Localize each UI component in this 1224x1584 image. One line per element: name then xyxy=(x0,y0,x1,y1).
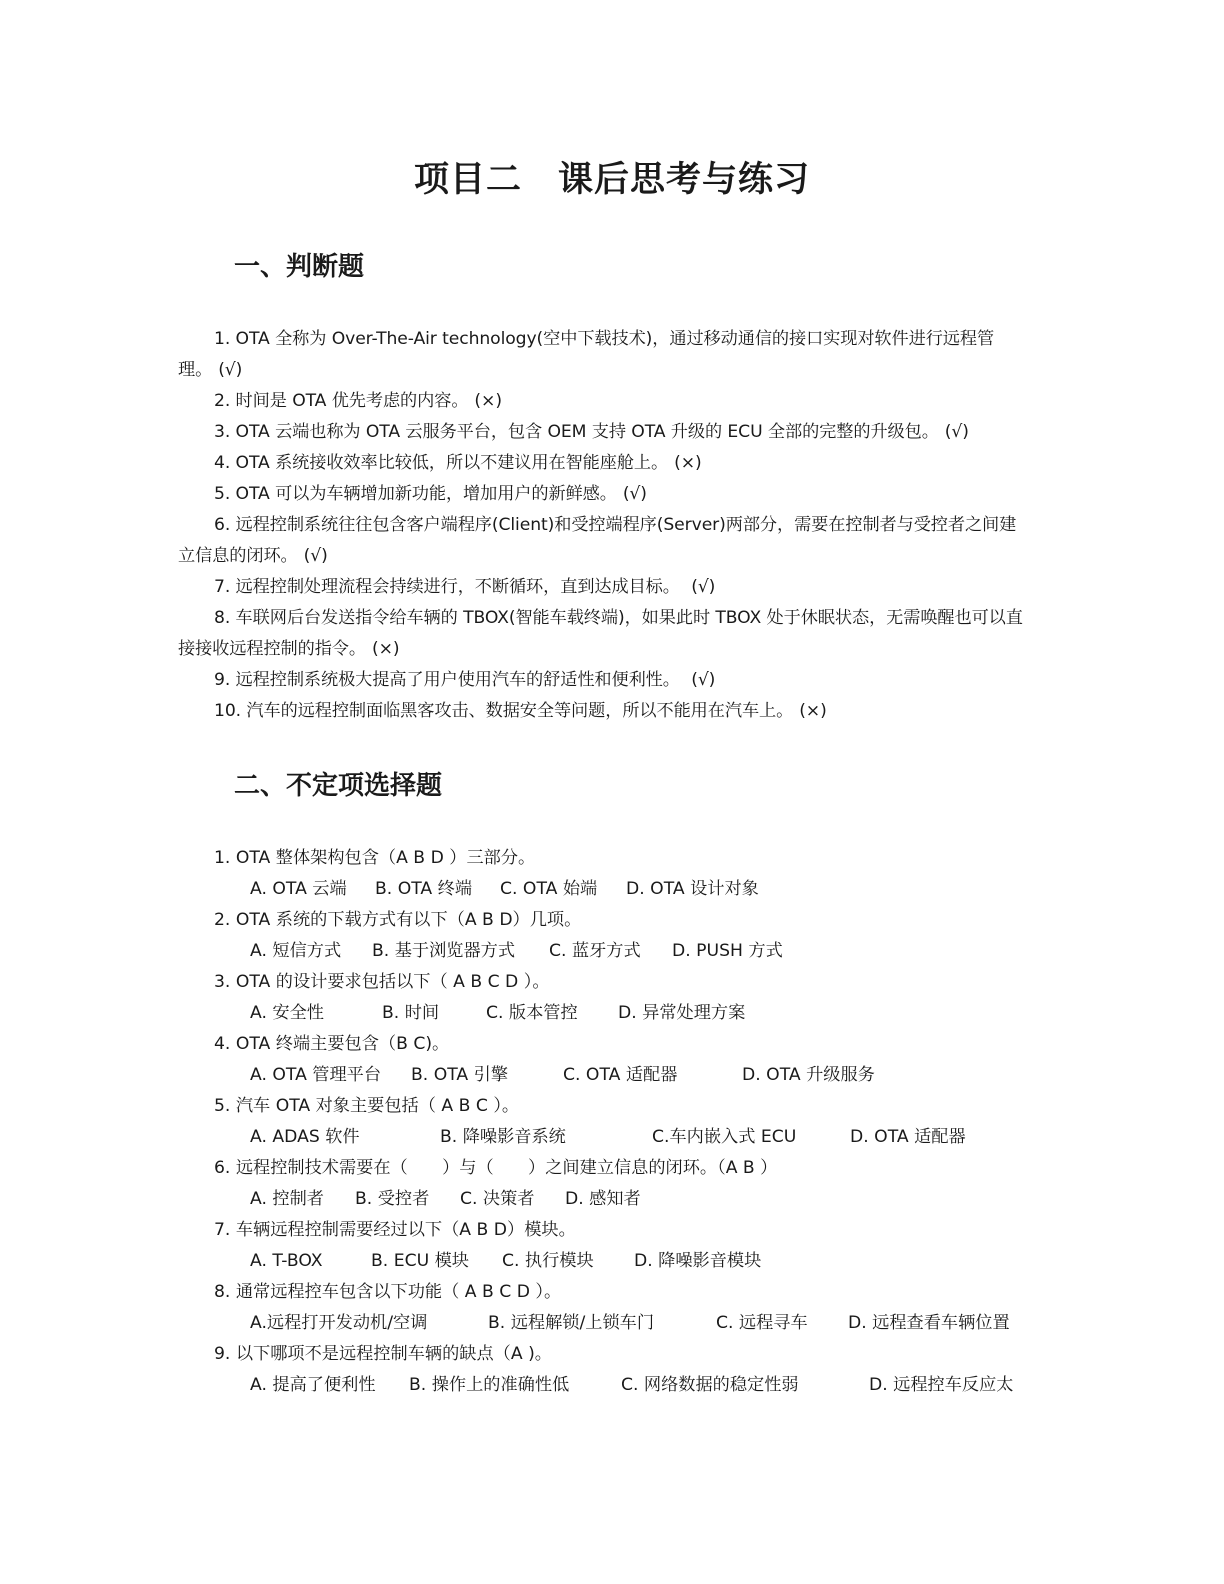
question-text: 6. 远程控制技术需要在（ ）与（ ）之间建立信息的闭环。（A B ） xyxy=(214,1158,778,1178)
option-row xyxy=(214,1122,1044,1153)
question-text: 5. OTA 可以为车辆增加新功能，增加用户的新鲜感。 xyxy=(214,484,617,504)
option-a: A. OTA 云端 xyxy=(250,879,347,899)
option-row xyxy=(214,1246,1044,1277)
option-d: D. 降噪影音模块 xyxy=(634,1251,762,1271)
option-a: A. OTA 管理平台 xyxy=(250,1065,382,1085)
option-a: A. 提高了便利性 xyxy=(250,1375,376,1395)
option-row xyxy=(214,1308,1044,1339)
option-c: C. 远程寻车 xyxy=(716,1313,808,1333)
question-answer: (√) xyxy=(622,484,647,504)
question-text: 5. 汽车 OTA 对象主要包括（ A B C ）。 xyxy=(214,1096,520,1116)
question-text: 4. OTA 终端主要包含（B C)。 xyxy=(214,1034,450,1054)
option-row xyxy=(214,874,1044,905)
true-false-item xyxy=(178,479,1028,510)
option-a: A.远程打开发动机/空调 xyxy=(250,1313,428,1333)
option-a: A. ADAS 软件 xyxy=(250,1127,360,1147)
option-d: D. PUSH 方式 xyxy=(672,941,783,961)
option-c: C. 决策者 xyxy=(460,1189,535,1209)
option-b: B. 基于浏览器方式 xyxy=(372,941,516,961)
question-answer: (√) xyxy=(944,422,969,442)
true-false-list xyxy=(178,324,1028,727)
option-row xyxy=(214,1060,1044,1091)
question-answer: (√) xyxy=(218,360,243,380)
question-text: 6. 远程控制系统往往包含客户端程序(Client)和受控端程序(Server)两部分，需要在控制者与受控者之间建立信息的闭环。 xyxy=(178,515,1017,566)
true-false-item xyxy=(178,696,1028,727)
option-d: D. OTA 设计对象 xyxy=(626,879,759,899)
option-b: B. 时间 xyxy=(382,1003,440,1023)
question-text: 1. OTA 全称为 Over-The-Air technology(空中下载技术)，通过移动通信的接口实现对软件进行远程管理。 xyxy=(178,329,995,380)
option-d: D. OTA 适配器 xyxy=(850,1127,966,1147)
option-a: A. 安全性 xyxy=(250,1003,324,1023)
true-false-item xyxy=(178,324,1028,386)
option-b: B. 受控者 xyxy=(355,1189,430,1209)
option-c: C. 蓝牙方式 xyxy=(549,941,641,961)
true-false-item xyxy=(178,386,1028,417)
option-b: B. 远程解锁/上锁车门 xyxy=(488,1313,655,1333)
option-b: B. OTA 终端 xyxy=(375,879,473,899)
question-text: 7. 车辆远程控制需要经过以下（A B D）模块。 xyxy=(214,1220,576,1240)
question-answer: (√) xyxy=(685,577,716,597)
question-text: 2. OTA 系统的下载方式有以下（A B D）几项。 xyxy=(214,910,582,930)
option-d: D. 异常处理方案 xyxy=(618,1003,746,1023)
question-answer: (√) xyxy=(303,546,328,566)
true-false-item xyxy=(178,417,1028,448)
option-b: B. 降噪影音系统 xyxy=(440,1127,566,1147)
option-c: C. OTA 始端 xyxy=(500,879,598,899)
option-c: C. 版本管控 xyxy=(486,1003,578,1023)
question-answer: (√) xyxy=(685,670,716,690)
page-title: 项目二 课后思考与练习 xyxy=(413,160,810,200)
option-b: B. 操作上的准确性低 xyxy=(409,1375,570,1395)
true-false-item xyxy=(178,572,1028,603)
question-text: 10. 汽车的远程控制面临黑客攻击、数据安全等问题，所以不能用在汽车上。 xyxy=(214,701,794,721)
question-text: 7. 远程控制处理流程会持续进行，不断循环，直到达成目标。 xyxy=(214,577,680,597)
option-d: D. 远程查看车辆位置 xyxy=(848,1313,1010,1333)
option-c: C.车内嵌入式 ECU xyxy=(652,1127,797,1147)
section-heading-true-false: 一、判断题 xyxy=(234,252,365,282)
option-a: A. T-BOX xyxy=(250,1251,323,1271)
true-false-item xyxy=(178,510,1028,572)
question-answer: (×) xyxy=(474,391,502,411)
question-answer: (×) xyxy=(799,701,827,721)
option-a: A. 短信方式 xyxy=(250,941,342,961)
question-answer: (×) xyxy=(674,453,702,473)
question-text: 3. OTA 的设计要求包括以下（ A B C D ）。 xyxy=(214,972,550,992)
question-text: 8. 车联网后台发送指令给车辆的 TBOX(智能车载终端)，如果此时 TBOX 处于休眠状态，无需唤醒也可以直接接收远程控制的指令。 xyxy=(178,608,1023,659)
question-answer: (×) xyxy=(371,639,400,659)
true-false-item xyxy=(178,448,1028,479)
section-heading-multiple-choice: 二、不定项选择题 xyxy=(234,771,443,801)
option-row xyxy=(214,1184,1044,1215)
option-b: B. ECU 模块 xyxy=(371,1251,469,1271)
question-text: 9. 以下哪项不是远程控制车辆的缺点（A )。 xyxy=(214,1344,552,1364)
question-text: 2. 时间是 OTA 优先考虑的内容。 xyxy=(214,391,469,411)
option-d: D. OTA 升级服务 xyxy=(742,1065,875,1085)
question-text: 3. OTA 云端也称为 OTA 云服务平台，包含 OEM 支持 OTA 升级的 ECU 全部的完整的升级包。 xyxy=(214,422,939,442)
option-row xyxy=(214,936,1044,967)
option-c: C. 执行模块 xyxy=(502,1251,594,1271)
question-text: 1. OTA 整体架构包含（A B D ）三部分。 xyxy=(214,848,536,868)
option-row xyxy=(214,998,1044,1029)
true-false-item xyxy=(178,603,1028,665)
option-d: D. 感知者 xyxy=(565,1189,641,1209)
option-row xyxy=(214,1370,1044,1401)
multiple-choice-list xyxy=(214,843,1044,1401)
option-d: D. 远程控车反应太 xyxy=(869,1375,1014,1395)
option-c: C. OTA 适配器 xyxy=(563,1065,678,1085)
question-text: 9. 远程控制系统极大提高了用户使用汽车的舒适性和便利性。 xyxy=(214,670,680,690)
option-b: B. OTA 引擎 xyxy=(411,1065,509,1085)
question-text: 8. 通常远程控车包含以下功能（ A B C D ）。 xyxy=(214,1282,562,1302)
true-false-item xyxy=(178,665,1028,696)
option-c: C. 网络数据的稳定性弱 xyxy=(621,1375,799,1395)
question-text: 4. OTA 系统接收效率比较低，所以不建议用在智能座舱上。 xyxy=(214,453,669,473)
option-a: A. 控制者 xyxy=(250,1189,324,1209)
